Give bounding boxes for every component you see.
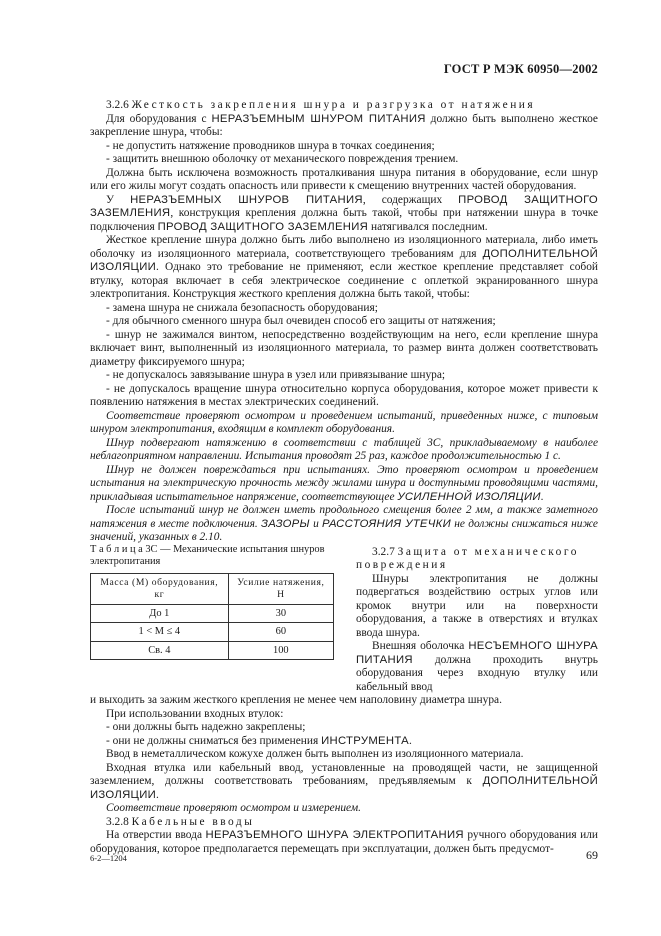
list-item: - защитить внешнюю оболочку от механического повреждения трением. (106, 153, 459, 165)
paragraph: Должна быть исключена возможность проталкивания шнура питания в оборудование, если шнур или его жилы могут создать опасность или привести к смещению внутренних частей оборудования. (90, 166, 598, 192)
paragraph: Для оборудования с НЕРАЗЪЕМНЫМ ШНУРОМ ПИТАНИЯ должно быть выполнено жесткое закрепление шнура, чтобы: (90, 112, 598, 138)
two-column-block (90, 543, 598, 695)
paragraph: Жесткое крепление шнура должно быть либо выполнено из изоляционного материала, либо иметь оболочку из изоляционного материала, соответствующего требованиям для ДОПОЛНИТЕЛЬНОЙ ИЗОЛЯЦИИ. Однако это требование не применяют, если жесткое крепление представляет собой втулку, которая включает в себя электрическое соединение с оплеткой экранированного шнура электропитания. Конструкция жесткого крепления должна быть такой, чтобы: (90, 234, 598, 300)
section-3-2-7-column (340, 546, 598, 695)
list-item: - шнур не зажимался винтом, непосредственно воздействующим на него, если крепление шнура включает винт, выполненный из изоляционного материала, то размер винта должен соответствовать диаметру фиксируемого шнура; (90, 328, 598, 368)
table-cell: 60 (228, 623, 333, 642)
paragraph: На отверстии ввода НЕРАЗЪЕМНОГО ШНУРА ЭЛЕКТРОПИТАНИЯ ручного оборудования или оборудования, которое предполагается перемещать при эксплуатации, должен быть предусмот- (90, 829, 598, 855)
paragraph: Шнуры электропитания не должны подвергаться воздействию острых углов или кромок внутри или на поверхности оборудования, а также в отверстиях и втулках ввода шнура. (356, 572, 598, 639)
section-number: 3.2.6 (106, 99, 129, 111)
paragraph: Внешняя оболочка НЕСЪЕМНОГО ШНУРА ПИТАНИЯ должна проходить внутрь оборудования через входную втулку или кабельный ввод (356, 640, 598, 693)
table-row (91, 604, 334, 623)
paragraph: Ввод в неметаллическом кожухе должен быть выполнен из изоляционного материала. (106, 748, 524, 760)
paragraph-continuation: и выходить за зажим жесткого крепления не менее чем наполовину диаметра шнура. (90, 694, 502, 706)
compliance-note: Шнур подвергают натяжению в соответствии с таблицей 3С, прикладываемому в наиболее неблагоприятном направлении. Испытания проводят 25 раз, каждое продолжительностью 1 с. (90, 436, 598, 462)
term: НЕРАЗЪЕМНЫХ ШНУРОВ ПИТАНИЯ (130, 193, 363, 206)
list-item: - они не должны сниматься без применения ИНСТРУМЕНТА. (106, 734, 412, 747)
paragraph: У НЕРАЗЪЕМНЫХ ШНУРОВ ПИТАНИЯ, содержащих ПРОВОД ЗАЩИТНОГО ЗАЗЕМЛЕНИЯ, конструкция крепления должна быть такой, чтобы при натяжении шнура в точке подключения ПРОВОД ЗАЩИТНОГО ЗАЗЕМЛЕНИЯ натягивался последним. (90, 193, 599, 233)
term: НЕСЪЕМНОГО ШНУРА ПИТАНИЯ (356, 640, 598, 666)
list-item: - не допустить натяжение проводников шнура в точках соединения; (106, 139, 435, 152)
compliance-note: Шнур не должен повреждаться при испытаниях. Это проверяют осмотром и проведением испытания на электрическую прочность между жилами шнура и доступными проводящими частями, прикладывая испытательное напряжение, соответствующее УСИЛЕННОЙ ИЗОЛЯЦИИ. (90, 463, 598, 503)
table-cell: До 1 (91, 604, 229, 623)
section-title: Кабельные вводы (131, 815, 255, 828)
table-block (90, 543, 340, 695)
list-item: - не допускалось вращение шнура относительно корпуса оборудования, которое может привести к появлению натяжения в местах электрических соединений. (90, 382, 598, 408)
table-header-force: Усилие натяжения, Н (228, 573, 333, 604)
term: РАССТОЯНИЯ УТЕЧКИ (322, 517, 452, 530)
table-header-row (91, 573, 334, 604)
page-content (90, 99, 598, 856)
document-code: ГОСТ Р МЭК 60950—2002 (443, 62, 598, 76)
table-cell: 1 < M ≤ 4 (91, 623, 229, 642)
section-number: 3.2.7 (372, 545, 395, 558)
section-heading-3-2-6 (90, 99, 598, 113)
page-number: 69 (586, 848, 598, 862)
term: НЕРАЗЪЕМНЫМ ШНУРОМ ПИТАНИЯ (211, 112, 426, 125)
table-cell: 30 (228, 604, 333, 623)
section-number: 3.2.8 (106, 815, 129, 828)
paragraph: При использовании входных втулок: (106, 707, 284, 720)
term: ПРОВОД ЗАЩИТНОГО ЗАЗЕМЛЕНИЯ (90, 193, 599, 219)
section-title: Защита от механического повреждения (356, 545, 579, 571)
table-header-mass: Масса (M) оборудования, кг (91, 573, 229, 604)
compliance-note: Соответствие проверяют осмотром и проведением испытаний, приведенных ниже, с типовым шнуром электропитания, входящим в комплект оборудования. (90, 409, 598, 435)
term: ПРОВОД ЗАЩИТНОГО ЗАЗЕМЛЕНИЯ (157, 220, 369, 233)
term: ДОПОЛНИТЕЛЬНОЙ ИЗОЛЯЦИИ (90, 775, 598, 801)
compliance-note: Соответствие проверяют осмотром и измерением. (106, 802, 361, 814)
list-item: - не допускалось завязывание шнура в узел или привязывание шнура; (106, 369, 446, 381)
paragraph: Входная втулка или кабельный ввод, установленные на проводящей части, не защищенной заземлением, должны соответствовать требованиям, предъявляемым к ДОПОЛНИТЕЛЬНОЙ ИЗОЛЯЦИИ. (90, 761, 598, 801)
section-heading-3-2-7 (356, 546, 598, 573)
list-item: - они должны быть надежно закреплены; (106, 721, 306, 733)
term: ДОПОЛНИТЕЛЬНОЙ ИЗОЛЯЦИИ (90, 247, 598, 273)
table-cell: Св. 4 (91, 641, 229, 660)
section-heading-3-2-8 (90, 816, 598, 830)
table-cell: 100 (228, 641, 333, 660)
term: ЗАЗОРЫ (261, 517, 310, 530)
compliance-note: После испытаний шнур не должен иметь продольного смещения более 2 мм, а также заметного натяжения в месте подключения. ЗАЗОРЫ и РАССТОЯНИЯ УТЕЧКИ не должны снижаться ниже значений, указанных в 2.10. (90, 504, 598, 543)
print-code: 6-2—1204 (90, 853, 127, 863)
table-caption: Т а б л и ц а 3С — Механические испытания шнуров электропитания (90, 543, 325, 567)
term: УСИЛЕННОЙ ИЗОЛЯЦИИ (397, 490, 541, 503)
term: ИНСТРУМЕНТА (321, 734, 409, 747)
cord-test-table (90, 573, 334, 661)
section-title: Жесткость закрепления шнура и разгрузка от натяжения (131, 99, 536, 111)
list-item: - замена шнура не снижала безопасность оборудования; (106, 301, 378, 314)
table-row (91, 623, 334, 642)
list-item: - для обычного сменного шнура был очевиден способ его защиты от натяжения; (106, 315, 496, 327)
table-row (91, 641, 334, 660)
term: НЕРАЗЪЕМНОГО ШНУРА ЭЛЕКТРОПИТАНИЯ (205, 829, 464, 841)
